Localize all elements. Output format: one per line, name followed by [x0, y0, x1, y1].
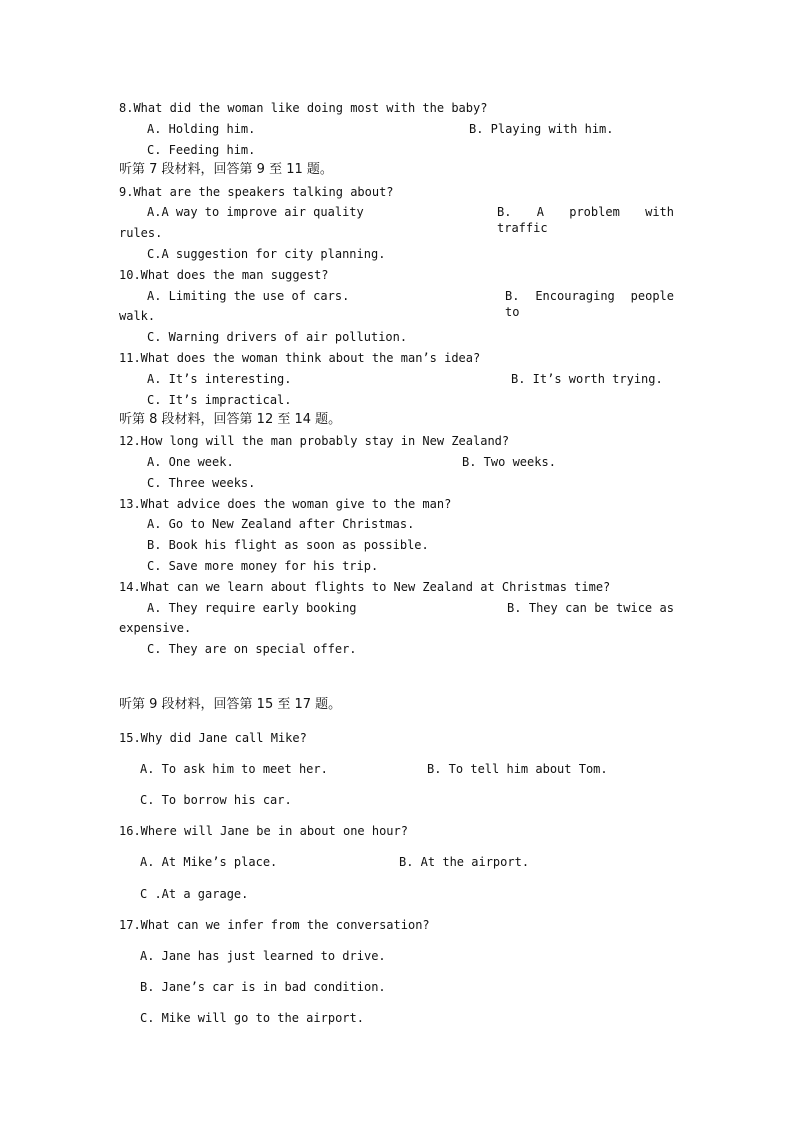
q10-option-b-continued: walk. [119, 309, 156, 323]
section-heading-9: 听第 9 段材料，回答第 15 至 17 题。 [119, 697, 342, 712]
q13-option-a: A. Go to New Zealand after Christmas. [147, 517, 415, 531]
q9-option-b: B. A problem with traffic [497, 205, 674, 235]
q14-option-c: C. They are on special offer. [147, 642, 357, 656]
q12-question: 12.How long will the man probably stay in New Zealand? [119, 434, 510, 448]
q10-option-c: C. Warning drivers of air pollution. [147, 330, 408, 344]
q8-option-c: C. Feeding him. [147, 143, 256, 157]
section-heading-8: 听第 8 段材料，回答第 12 至 14 题。 [119, 412, 342, 427]
q9-option-b-continued: rules. [119, 226, 163, 240]
q17-option-b: B. Jane’s car is in bad condition. [140, 980, 386, 994]
q16-question: 16.Where will Jane be in about one hour? [119, 824, 408, 838]
q11-question: 11.What does the woman think about the man’s idea? [119, 351, 481, 365]
q15-option-a: A. To ask him to meet her. [140, 762, 328, 776]
section-heading-7: 听第 7 段材料，回答第 9 至 11 题。 [119, 162, 333, 177]
q9-option-c: C.A suggestion for city planning. [147, 247, 386, 261]
q16-option-b: B. At the airport. [399, 855, 530, 869]
q13-option-b: B. Book his flight as soon as possible. [147, 538, 429, 552]
q14-option-b-continued: expensive. [119, 621, 192, 635]
q8-option-a: A. Holding him. [147, 122, 256, 136]
q11-option-b: B. It’s worth trying. [511, 372, 663, 386]
q9-question: 9.What are the speakers talking about? [119, 185, 394, 199]
q10-option-a: A. Limiting the use of cars. [147, 289, 350, 303]
q15-question: 15.Why did Jane call Mike? [119, 731, 307, 745]
q11-option-c: C. It’s impractical. [147, 393, 292, 407]
q17-question: 17.What can we infer from the conversation? [119, 918, 430, 932]
q12-option-c: C. Three weeks. [147, 476, 256, 490]
q12-option-a: A. One week. [147, 455, 234, 469]
q13-option-c: C. Save more money for his trip. [147, 559, 379, 573]
q15-option-b: B. To tell him about Tom. [427, 762, 608, 776]
q14-option-b: B. They can be twice as [507, 601, 674, 615]
q16-option-a: A. At Mike’s place. [140, 855, 278, 869]
q9-option-a: A.A way to improve air quality [147, 205, 364, 219]
q17-option-c: C. Mike will go to the airport. [140, 1011, 364, 1025]
q15-option-c: C. To borrow his car. [140, 793, 292, 807]
q10-option-b: B. Encouraging people to [505, 289, 674, 319]
q14-question: 14.What can we learn about flights to New Zealand at Christmas time? [119, 580, 611, 594]
q10-question: 10.What does the man suggest? [119, 268, 329, 282]
q12-option-b: B. Two weeks. [462, 455, 556, 469]
q8-option-b: B. Playing with him. [469, 122, 614, 136]
q16-option-c: C .At a garage. [140, 887, 249, 901]
q14-option-a: A. They require early booking [147, 601, 357, 615]
q8-question: 8.What did the woman like doing most with the baby? [119, 101, 488, 115]
q13-question: 13.What advice does the woman give to the man? [119, 497, 452, 511]
q11-option-a: A. It’s interesting. [147, 372, 292, 386]
q17-option-a: A. Jane has just learned to drive. [140, 949, 386, 963]
